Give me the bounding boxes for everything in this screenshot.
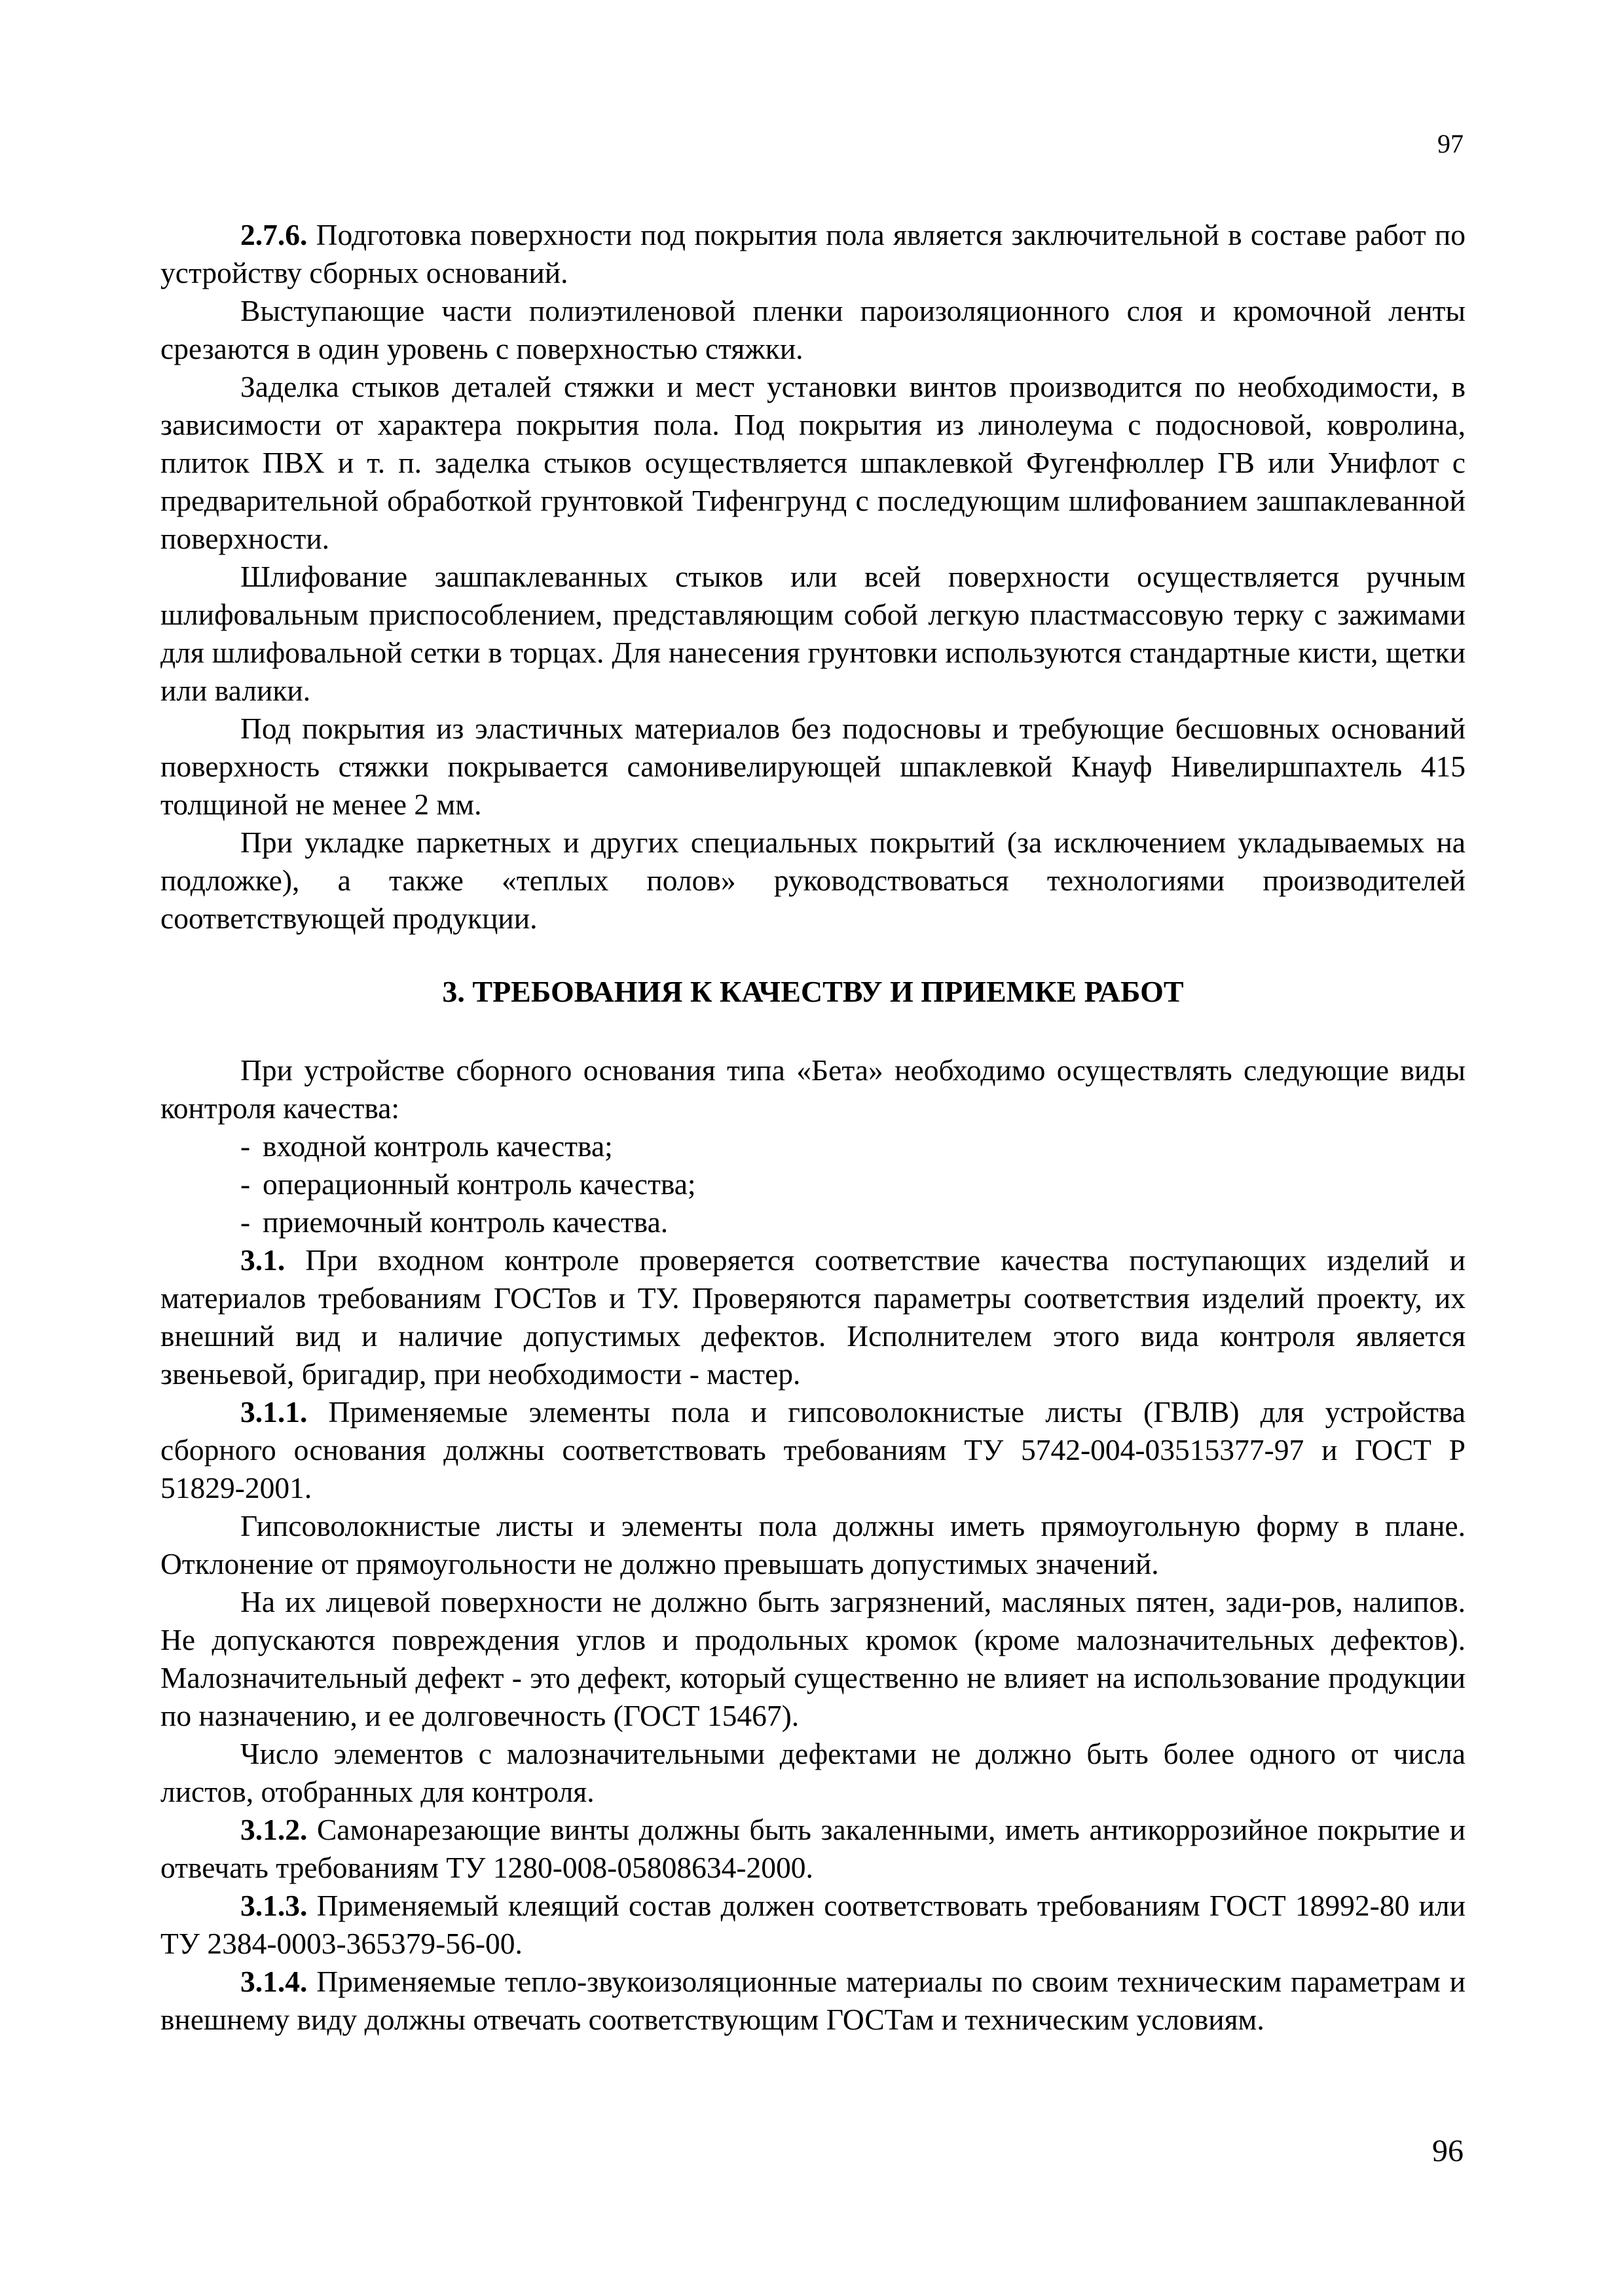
paragraph-face-surface: На их лицевой поверхности не должно быть загрязнений, масляных пятен, зади-ров, налипов. Не допускаются повреждения углов и продольных кромок (кроме малозначительных дефектов). Малозначительный дефект - это дефект, который существенно не влияет на использование продукции по назначению, и ее долговечность (ГОСТ 15467). xyxy=(160,1585,1466,1732)
clause-number: 3.1.2. xyxy=(240,1813,308,1846)
page-number-bottom: 96 xyxy=(1432,2134,1464,2168)
clause-number: 3.1.3. xyxy=(240,1889,308,1922)
clause-number: 3.1.1. xyxy=(240,1395,308,1429)
paragraph-3-1-3 xyxy=(160,1887,1466,1963)
list-item: - операционный контроль качества; xyxy=(240,1167,696,1201)
clause-number: 3.1. xyxy=(240,1243,286,1277)
paragraph-text: При входном контроле проверяется соответствие качества поступающих изделий и материалов требованиям ГОСТов и ТУ. Проверяются параметры соответствия изделий проекту, их внешний вид и наличие допустимых дефектов. Исполнителем этого вида контроля является звеньевой, бригадир, при необходимости - мастер. xyxy=(160,1243,1466,1391)
list-item-text: входной контроль качества; xyxy=(263,1129,613,1163)
section-heading: 3. ТРЕБОВАНИЯ К КАЧЕСТВУ И ПРИЕМКЕ РАБОТ xyxy=(442,975,1184,1008)
clause-number: 3.1.4. xyxy=(240,1965,308,1998)
paragraph-text: Применяемый клеящий состав должен соответствовать требованиям ГОСТ 18992-80 или ТУ 2384-0003-365379-56-00. xyxy=(160,1889,1466,1960)
paragraph-text: Самонарезающие винты должны быть закаленными, иметь антикоррозийное покрытие и отвечать требованиям ТУ 1280-008-05808634-2000. xyxy=(160,1813,1466,1884)
paragraph-film-trim: Выступающие части полиэтиленовой пленки пароизоляционного слоя и кромочной ленты срезаются в один уровень с поверхностью стяжки. xyxy=(160,294,1466,365)
paragraph-joint-sealing: Заделка стыков деталей стяжки и мест установки винтов производится по необходимости, в зависимости от характера покрытия пола. Под покрытия из линолеума с подосновой, ковролина, плиток ПВХ и т. п. заделка стыков осуществляется шпаклевкой Фугенфюллер ГВ или Унифлот с предварительной обработкой грунтовкой Тифенгрунд с последующим шлифованием зашпаклеванной поверхности. xyxy=(160,370,1466,555)
control-types-list xyxy=(160,1127,1466,1241)
paragraph-text: Применяемые тепло-звукоизоляционные материалы по своим техническим параметрам и внешнему виду должны отвечать соответствующим ГОСТам и техническим условиям. xyxy=(160,1965,1466,2036)
paragraph-text: Применяемые элементы пола и гипсоволокнистые листы (ГВЛВ) для устройства сборного основания должны соответствовать требованиям ТУ 5742-004-03515377-97 и ГОСТ Р 51829-2001. xyxy=(160,1395,1466,1504)
paragraph-3-1-2 xyxy=(160,1811,1466,1887)
paragraph-2-7-6 xyxy=(160,216,1466,292)
paragraph-defect-count: Число элементов с малозначительными дефектами не должно быть более одного от числа листов, отобранных для контроля. xyxy=(160,1737,1466,1808)
page-content xyxy=(160,216,1466,2039)
paragraph-text: Подготовка поверхности под покрытия пола является заключительной в составе работ по устройству сборных оснований. xyxy=(160,218,1466,289)
page-number-top: 97 xyxy=(1437,129,1464,158)
paragraph-grinding: Шлифование зашпаклеванных стыков или всей поверхности осуществляется ручным шлифовальным приспособлением, представляющим собой легкую пластмассовую терку с зажимами для шлифовальной сетки в торцах. Для нанесения грунтовки используются стандартные кисти, щетки или валики. xyxy=(160,560,1466,707)
paragraph-quality-intro: При устройстве сборного основания типа «Бета» необходимо осуществлять следующие виды контроля качества: xyxy=(160,1053,1466,1125)
list-item: - входной контроль качества; xyxy=(240,1129,613,1163)
list-item: - приемочный контроль качества. xyxy=(240,1205,669,1239)
paragraph-elastic-coatings: Под покрытия из эластичных материалов без подосновы и требующие бесшовных оснований поверхность стяжки покрывается самонивелирующей шпаклевкой Кнауф Нивелиршпахтель 415 толщиной не менее 2 мм. xyxy=(160,712,1466,821)
paragraph-3-1-4 xyxy=(160,1963,1466,2039)
paragraph-parquet: При укладке паркетных и других специальных покрытий (за исключением укладываемых на подложке), а также «теплых полов» руководствоваться технологиями производителей соответствующей продукции. xyxy=(160,826,1466,935)
paragraph-gvl-shape: Гипсоволокнистые листы и элементы пола должны иметь прямоугольную форму в плане. Отклонение от прямоугольности не должно превышать допустимых значений. xyxy=(160,1509,1466,1580)
clause-number: 2.7.6. xyxy=(240,218,308,251)
list-item-text: операционный контроль качества; xyxy=(263,1167,696,1201)
paragraph-3-1 xyxy=(160,1241,1466,1393)
paragraph-3-1-1 xyxy=(160,1393,1466,1507)
list-item-text: приемочный контроль качества. xyxy=(263,1205,669,1239)
